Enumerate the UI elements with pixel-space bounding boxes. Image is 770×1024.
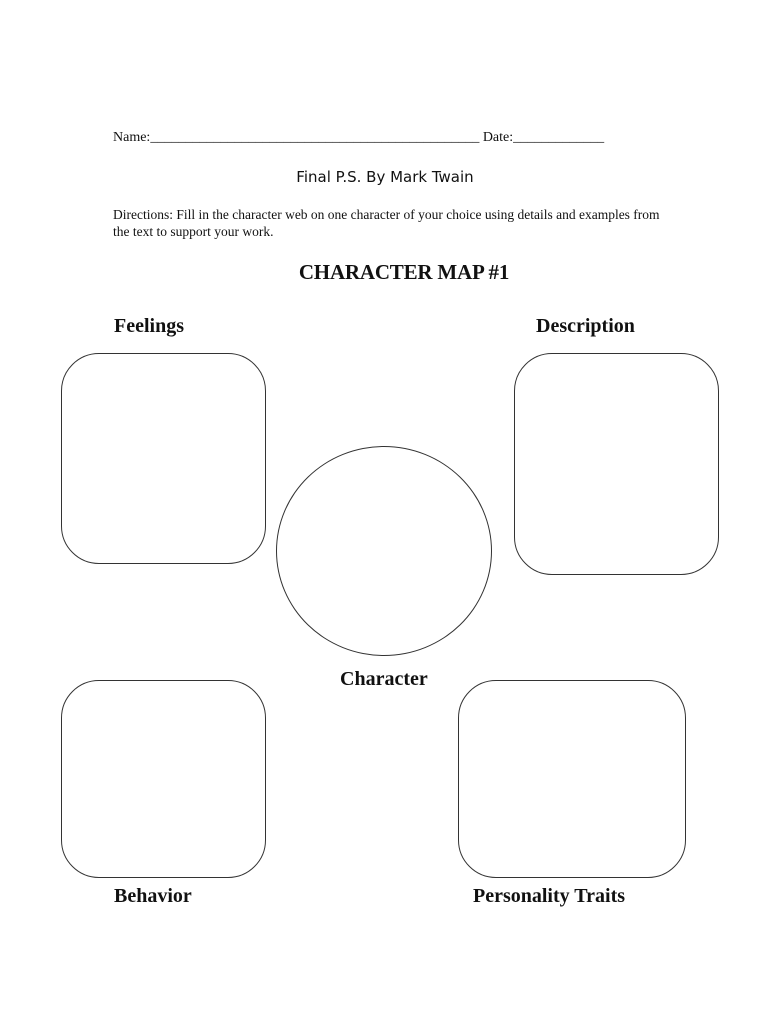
feelings-box [61, 353, 266, 564]
feelings-label: Feelings [114, 315, 184, 337]
character-label: Character [340, 668, 428, 690]
description-label: Description [536, 315, 635, 337]
directions-text: Directions: Fill in the character web on one character of your choice using details and examples from the text to support your work. [113, 207, 660, 239]
behavior-box [61, 680, 266, 878]
character-circle [276, 446, 492, 656]
personality-traits-label: Personality Traits [473, 885, 626, 907]
character-map-title: CHARACTER MAP #1 [298, 260, 510, 284]
description-box [514, 353, 719, 575]
name-date-line: Name:_______________________________________________ Date:_____________ [113, 130, 605, 145]
worksheet-subtitle: Final P.S. By Mark Twain [296, 168, 474, 186]
personality-traits-box [458, 680, 686, 878]
behavior-label: Behavior [114, 885, 192, 907]
